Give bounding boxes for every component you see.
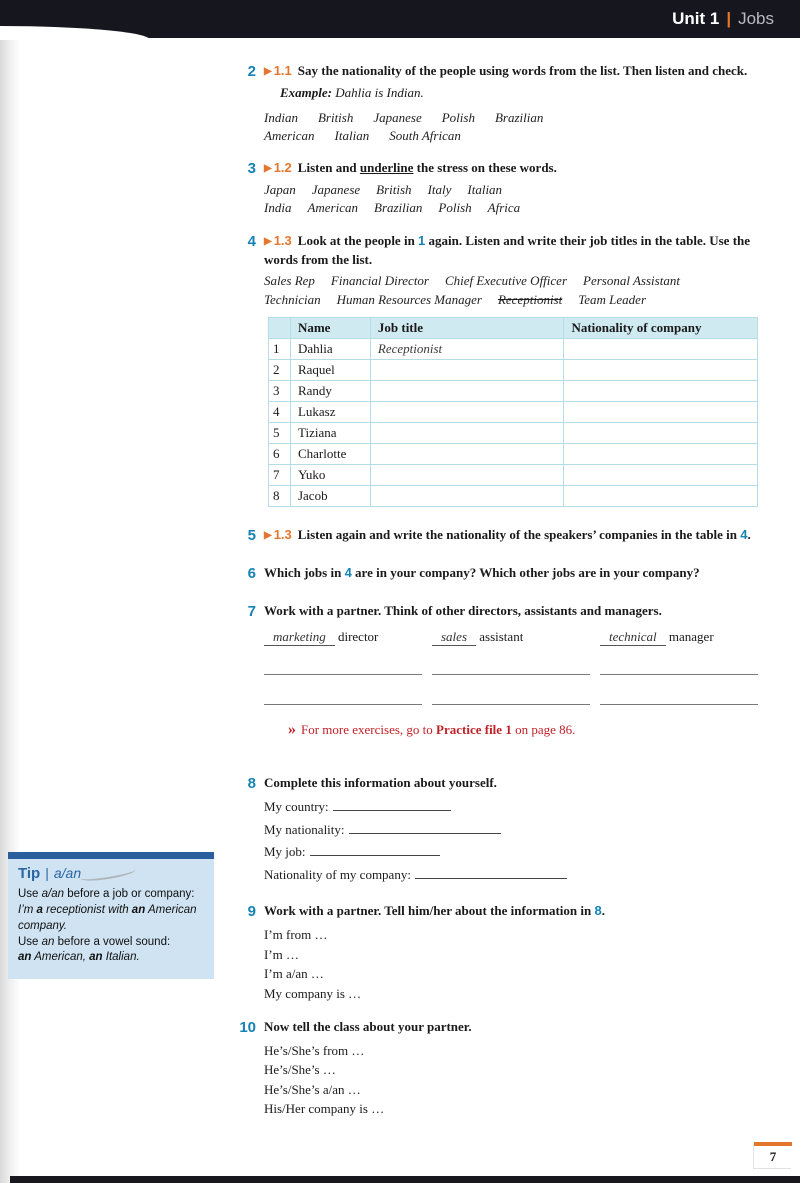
row-number: 1 bbox=[269, 338, 291, 359]
exercise-number: 3 bbox=[247, 160, 256, 178]
field-label: My job: bbox=[264, 844, 306, 860]
table-row bbox=[269, 338, 758, 359]
answer-blank-line bbox=[264, 661, 422, 675]
row-job-answer bbox=[370, 359, 564, 380]
fill-in-line bbox=[264, 865, 764, 885]
page-edge-shadow bbox=[0, 0, 20, 1183]
row-number: 3 bbox=[269, 380, 291, 401]
exercise-number: 4 bbox=[247, 232, 256, 250]
word-item: British bbox=[376, 182, 412, 198]
exercise-number: 9 bbox=[247, 903, 256, 921]
exercise-reference: 8 bbox=[594, 903, 602, 919]
row-job-answer bbox=[370, 422, 564, 443]
word-item: Personal Assistant bbox=[583, 273, 680, 289]
instruction-underlined-word: underline bbox=[359, 160, 414, 176]
row-job-answer bbox=[370, 401, 564, 422]
exercise-number: 10 bbox=[239, 1019, 256, 1037]
audio-track-number: 1.3 bbox=[273, 232, 292, 248]
word-item: Human Resources Manager bbox=[336, 291, 482, 307]
instruction-text: are in your company? Which other jobs are in your company? bbox=[351, 564, 700, 580]
tip-term: an bbox=[131, 903, 146, 916]
fill-in-line bbox=[264, 820, 764, 840]
table-row bbox=[269, 464, 758, 485]
tip-term: a bbox=[36, 903, 43, 916]
row-name: Jacob bbox=[290, 485, 370, 506]
word-item: American bbox=[264, 128, 315, 144]
example-pair bbox=[600, 629, 764, 645]
word-list-row bbox=[264, 292, 764, 308]
job-title-examples bbox=[264, 629, 764, 705]
exercise-8 bbox=[230, 774, 770, 887]
row-name: Yuko bbox=[290, 464, 370, 485]
word-list-row bbox=[264, 200, 764, 216]
answer-blank-line bbox=[600, 691, 758, 705]
row-job-answer bbox=[370, 485, 564, 506]
word-list-row bbox=[264, 182, 764, 198]
tip-separator: | bbox=[45, 865, 49, 881]
exercise-5 bbox=[230, 526, 770, 549]
prompt-line: He’s/She’s a/an … bbox=[264, 1081, 361, 1097]
written-answer: technical bbox=[600, 629, 666, 646]
word-list-row bbox=[264, 128, 764, 144]
word-item: Japan bbox=[264, 182, 296, 198]
pair-label: manager bbox=[668, 629, 714, 645]
instruction-text: Look at the people in bbox=[297, 232, 419, 248]
audio-play-icon: ▶ bbox=[264, 235, 272, 247]
tip-text: Use bbox=[18, 888, 42, 900]
prompt-line: I’m a/an … bbox=[264, 966, 324, 982]
prompt-line: His/Her company is … bbox=[264, 1101, 385, 1117]
word-item: British bbox=[317, 109, 354, 125]
word-item: Polish bbox=[441, 109, 475, 125]
word-item: India bbox=[264, 200, 292, 216]
exercise-3 bbox=[230, 159, 770, 216]
exercise-instruction bbox=[264, 232, 764, 270]
audio-track-number: 1.3 bbox=[273, 526, 292, 542]
example-line bbox=[280, 85, 764, 101]
tip-body bbox=[18, 887, 204, 966]
exercise-instruction bbox=[264, 62, 764, 81]
prompt-line: He’s/She’s … bbox=[264, 1062, 336, 1078]
tip-text: receptionist with bbox=[42, 903, 132, 916]
table-header-job-title: Job title bbox=[370, 317, 564, 338]
answer-blank-line bbox=[349, 822, 501, 834]
instruction-text: . bbox=[747, 526, 751, 542]
double-chevron-icon: » bbox=[288, 721, 295, 739]
row-number: 2 bbox=[269, 359, 291, 380]
tip-text: I’m bbox=[18, 903, 37, 916]
instruction-text: Which jobs in bbox=[264, 564, 345, 580]
exercise-2 bbox=[230, 62, 770, 144]
exercise-number: 5 bbox=[247, 526, 256, 544]
answer-blank-line bbox=[333, 799, 451, 811]
audio-play-icon: ▶ bbox=[264, 529, 272, 541]
row-number: 7 bbox=[269, 464, 291, 485]
tip-text: Italian. bbox=[102, 951, 140, 964]
instruction-text: Now tell the class about your partner. bbox=[264, 1019, 472, 1035]
tip-text: American company. bbox=[18, 903, 197, 932]
exercise-instruction bbox=[264, 159, 764, 178]
exercise-instruction bbox=[264, 602, 764, 621]
audio-track-number: 1.1 bbox=[273, 63, 292, 78]
exercise-instruction bbox=[264, 902, 764, 921]
page-number: 7 bbox=[769, 1149, 777, 1164]
note-text: For more exercises, go to bbox=[301, 722, 437, 738]
field-label: My country: bbox=[264, 799, 329, 815]
instruction-text: . bbox=[601, 903, 605, 919]
written-answer: marketing bbox=[264, 629, 335, 646]
row-name: Dahlia bbox=[290, 338, 370, 359]
tip-line bbox=[18, 887, 204, 903]
word-item: Team Leader bbox=[578, 291, 647, 307]
table-row bbox=[269, 422, 758, 443]
audio-play-icon: ▶ bbox=[264, 163, 272, 175]
instruction-text: Complete this information about yourself. bbox=[264, 775, 497, 791]
tip-box bbox=[8, 852, 214, 979]
table-row bbox=[269, 443, 758, 464]
row-name: Tiziana bbox=[290, 422, 370, 443]
exercise-7 bbox=[230, 602, 770, 760]
exercise-10 bbox=[230, 1018, 770, 1119]
word-list-row bbox=[264, 110, 764, 126]
tip-term: a/an bbox=[41, 888, 65, 900]
tip-term: an bbox=[89, 951, 103, 964]
instruction-text: again. Listen and write their job titles in the table. Use the words from the list. bbox=[264, 232, 751, 267]
row-number: 8 bbox=[269, 485, 291, 506]
pair-label: director bbox=[337, 629, 379, 645]
field-label: My nationality: bbox=[264, 821, 345, 837]
unit-header bbox=[0, 0, 800, 38]
word-item: American bbox=[307, 200, 358, 216]
row-number: 4 bbox=[269, 401, 291, 422]
row-name: Randy bbox=[290, 380, 370, 401]
exercise-number: 2 bbox=[247, 63, 256, 80]
tip-text: Use bbox=[18, 935, 42, 948]
row-number: 6 bbox=[269, 443, 291, 464]
row-nationality-answer bbox=[564, 359, 758, 380]
tip-title: Tip bbox=[18, 865, 41, 882]
practice-file-link: Practice file 1 bbox=[436, 722, 512, 738]
word-item: South African bbox=[389, 128, 461, 144]
word-item-crossed-out: Receptionist bbox=[497, 291, 563, 307]
word-item: Chief Executive Officer bbox=[445, 273, 568, 289]
note-text: on page 86. bbox=[511, 722, 576, 738]
jobs-table bbox=[268, 317, 758, 507]
tip-text: before a job or company: bbox=[64, 888, 195, 900]
main-content bbox=[230, 62, 770, 1134]
row-nationality-answer bbox=[564, 485, 758, 506]
word-item: Technician bbox=[264, 291, 321, 307]
tip-header bbox=[18, 865, 204, 883]
instruction-text: Listen again and write the nationality of the speakers’ companies in the table in bbox=[297, 526, 741, 542]
instruction-text: Work with a partner. Tell him/her about the information in bbox=[264, 903, 595, 919]
exercise-number: 8 bbox=[247, 775, 256, 793]
answer-blank-line bbox=[432, 691, 590, 705]
row-nationality-answer bbox=[564, 443, 758, 464]
word-item: Polish bbox=[438, 200, 472, 216]
unit-separator: | bbox=[726, 9, 732, 28]
pencil-mark bbox=[80, 865, 137, 884]
example-pair bbox=[264, 629, 428, 645]
table-row bbox=[269, 359, 758, 380]
table-row bbox=[269, 380, 758, 401]
word-item: Brazilian bbox=[494, 109, 544, 125]
header-curve bbox=[0, 26, 150, 40]
word-item: Italy bbox=[427, 182, 452, 198]
page-bottom-bar bbox=[10, 1176, 800, 1183]
fill-in-line bbox=[264, 842, 764, 862]
instruction-text: the stress on these words. bbox=[413, 160, 557, 176]
row-job-answer bbox=[370, 464, 564, 485]
exercise-reference: 1 bbox=[418, 232, 426, 248]
word-item: Financial Director bbox=[330, 273, 429, 289]
answer-blank-line bbox=[415, 867, 567, 879]
tip-topic: a/an bbox=[53, 865, 82, 881]
prompt-line: I’m … bbox=[264, 946, 300, 962]
word-item: Africa bbox=[487, 200, 521, 216]
prompt-line: I’m from … bbox=[264, 927, 328, 943]
row-job-answer: Receptionist bbox=[370, 338, 564, 359]
field-label: Nationality of my company: bbox=[264, 866, 411, 882]
word-list-row bbox=[264, 273, 764, 289]
exercise-reference: 4 bbox=[740, 526, 748, 542]
word-item: Italian bbox=[334, 128, 370, 144]
exercise-instruction bbox=[264, 774, 764, 793]
row-nationality-answer bbox=[564, 464, 758, 485]
tip-text: American, bbox=[31, 951, 90, 964]
exercise-reference: 4 bbox=[344, 564, 352, 580]
audio-play-icon: ▶ bbox=[264, 66, 272, 77]
audio-track-number: 1.2 bbox=[273, 160, 292, 176]
row-nationality-answer bbox=[564, 422, 758, 443]
table-row bbox=[269, 485, 758, 506]
row-name: Charlotte bbox=[290, 443, 370, 464]
word-item: Italian bbox=[467, 182, 503, 198]
row-nationality-answer bbox=[564, 380, 758, 401]
word-item: Brazilian bbox=[374, 200, 423, 216]
tip-line bbox=[18, 903, 204, 935]
exercise-number: 6 bbox=[247, 564, 256, 582]
row-nationality-answer bbox=[564, 401, 758, 422]
tip-term: an bbox=[18, 951, 32, 964]
exercise-number: 7 bbox=[247, 602, 256, 620]
exercise-instruction bbox=[264, 526, 764, 545]
row-name: Raquel bbox=[290, 359, 370, 380]
table-header-nationality: Nationality of company bbox=[564, 317, 758, 338]
word-item: Sales Rep bbox=[264, 273, 315, 289]
tip-line bbox=[18, 950, 204, 966]
exercise-6 bbox=[230, 564, 770, 587]
instruction-text: Say the nationality of the people using words from the list. Then listen and check. bbox=[297, 63, 748, 78]
row-job-answer bbox=[370, 443, 564, 464]
tip-text: before a vowel sound: bbox=[54, 935, 171, 948]
table-header-corner bbox=[269, 317, 291, 338]
row-job-answer bbox=[370, 380, 564, 401]
table-header-name: Name bbox=[290, 317, 370, 338]
row-number: 5 bbox=[269, 422, 291, 443]
tip-term: an bbox=[41, 935, 55, 948]
answer-blank-line bbox=[600, 661, 758, 675]
exercise-9 bbox=[230, 902, 770, 1003]
example-label: Example: bbox=[280, 84, 332, 100]
prompt-line: He’s/She’s from … bbox=[264, 1042, 365, 1058]
table-header-row bbox=[269, 317, 758, 338]
unit-number: Unit 1 bbox=[672, 9, 720, 28]
word-item: Indian bbox=[264, 109, 298, 125]
practice-file-note bbox=[288, 721, 764, 739]
exercise-instruction bbox=[264, 1018, 764, 1037]
row-name: Lukasz bbox=[290, 401, 370, 422]
word-item: Japanese bbox=[311, 182, 361, 198]
exercise-4 bbox=[230, 232, 770, 511]
pair-label: assistant bbox=[479, 629, 524, 645]
example-text: Dahlia is Indian. bbox=[335, 84, 424, 100]
unit-title: Jobs bbox=[738, 9, 774, 28]
example-pair bbox=[432, 629, 596, 645]
table-row bbox=[269, 401, 758, 422]
row-nationality-answer bbox=[564, 338, 758, 359]
page-number-box bbox=[754, 1142, 792, 1168]
exercise-instruction bbox=[264, 564, 764, 583]
tip-line bbox=[18, 935, 204, 951]
fill-in-line bbox=[264, 797, 764, 817]
written-answer: sales bbox=[432, 629, 476, 646]
instruction-text: Work with a partner. Think of other directors, assistants and managers. bbox=[264, 602, 662, 618]
prompt-line: My company is … bbox=[264, 985, 362, 1001]
instruction-text: Listen and bbox=[297, 160, 360, 176]
word-item: Japanese bbox=[373, 109, 422, 125]
answer-blank-line bbox=[432, 661, 590, 675]
answer-blank-line bbox=[310, 844, 440, 856]
answer-blank-line bbox=[264, 691, 422, 705]
